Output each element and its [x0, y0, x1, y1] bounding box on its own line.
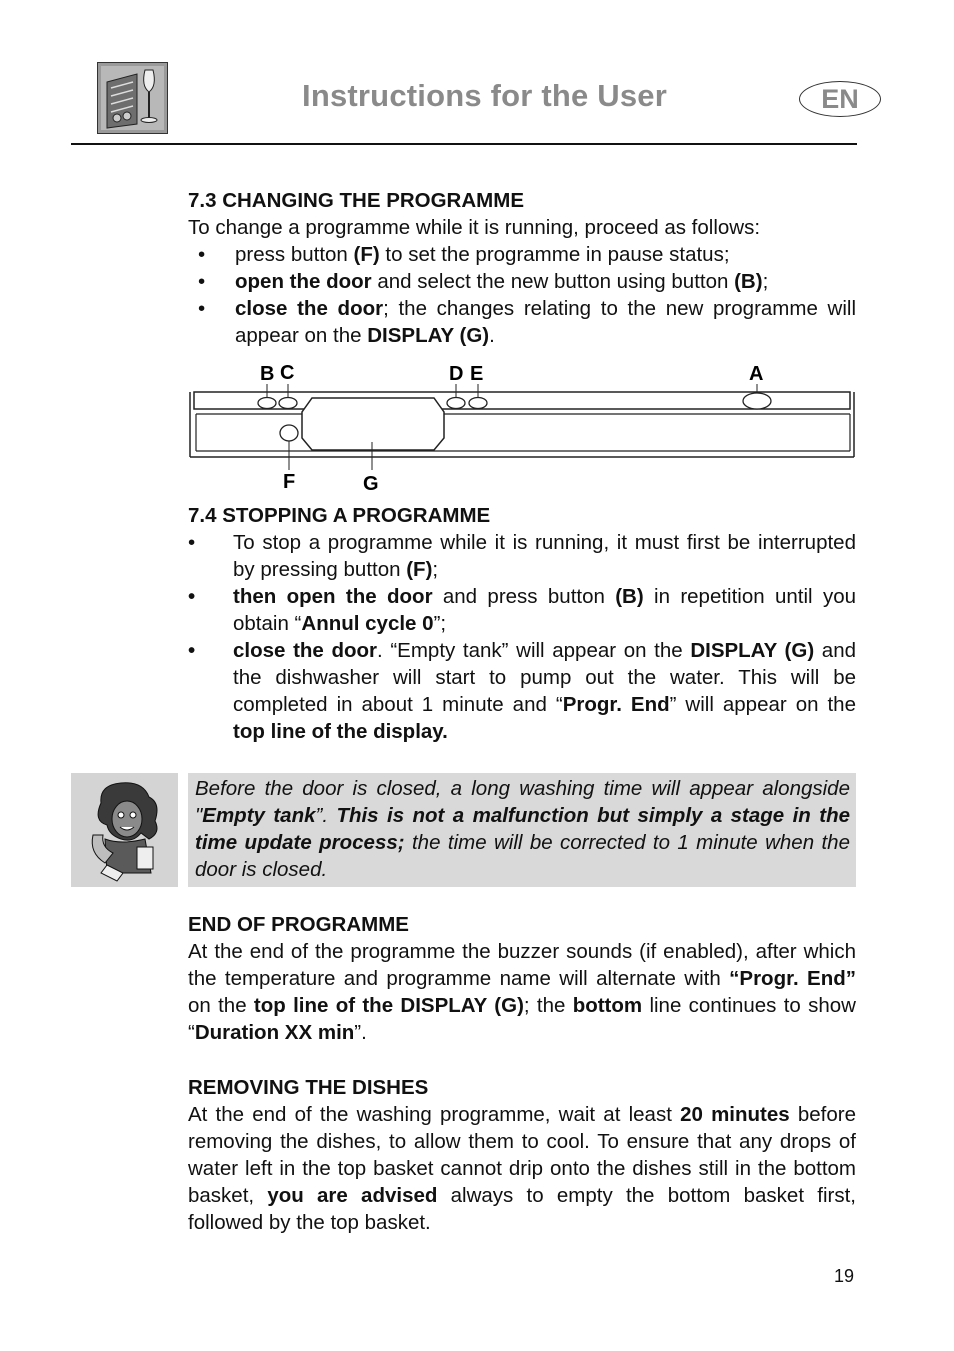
list-item: • close the door; the changes relating to the new programme will appear on the DISPLAY (G). — [188, 295, 856, 349]
button-f — [280, 425, 298, 441]
button-b — [258, 398, 276, 409]
page-title: Instructions for the User — [302, 78, 667, 113]
button-c — [279, 398, 297, 409]
label-e: E — [470, 363, 484, 385]
label-a: A — [749, 363, 764, 385]
list-item: • press button (F) to set the programme in pause status; — [188, 241, 856, 268]
list-item: • To stop a programme while it is running, it must first be interrupted by pressing button (F); — [188, 531, 856, 581]
bullet: • — [198, 297, 206, 320]
bullet: • — [198, 270, 206, 293]
section-body: At the end of the washing programme, wait at least 20 minutes before removing the dishes, to allow them to cool. To ensure that any drops of water left in the top basket cannot drip onto the dishes still in the bottom basket, you are advised always to empty the bottom basket first, followed by the top basket. — [188, 1103, 856, 1234]
dishwasher-logo-icon — [97, 62, 168, 134]
button-e — [469, 398, 487, 409]
bullet: • — [188, 585, 196, 608]
header-divider — [71, 143, 857, 145]
section-end-of-programme — [188, 911, 856, 1046]
list-item: • then open the door and press button (B) in repetition until you obtain “Annul cycle 0”; — [188, 585, 856, 635]
bullet: • — [188, 531, 196, 554]
section-stopping-programme — [188, 502, 856, 745]
button-d — [447, 398, 465, 409]
language-badge: EN — [799, 81, 881, 117]
label-c: C — [280, 362, 295, 384]
bullet: • — [188, 639, 196, 662]
section-heading: 7.3 CHANGING THE PROGRAMME — [188, 189, 524, 212]
cartoon-woman-note-icon — [71, 773, 178, 887]
label-d: D — [449, 363, 464, 385]
list-item: • open the door and select the new button using button (B); — [188, 268, 856, 295]
display-window — [302, 398, 444, 450]
note-box: Before the door is closed, a long washing time will appear alongside "Empty tank”. This is not a malfunction but simply a stage in the time update process; the time will be corrected to 1 minute when the door is closed. — [188, 773, 856, 887]
section-changing-programme — [188, 187, 856, 349]
bullet: • — [198, 243, 206, 266]
control-panel-diagram — [188, 358, 856, 498]
section-heading: REMOVING THE DISHES — [188, 1076, 429, 1099]
label-g: G — [363, 473, 379, 495]
button-a — [743, 393, 771, 409]
list-item: • close the door. “Empty tank” will appear on the DISPLAY (G) and the dishwasher will start to pump out the water. This will be completed in about 1 minute and “Progr. End” will appear on the top line of the display. — [188, 639, 857, 743]
label-b: B — [260, 363, 275, 385]
section-removing-dishes — [188, 1074, 856, 1236]
label-f: F — [283, 471, 296, 493]
section-heading: END OF PROGRAMME — [188, 913, 409, 936]
page-number: 19 — [834, 1266, 855, 1286]
section-body: At the end of the programme the buzzer sounds (if enabled), after which the temperature and programme name will alternate with “Progr. End” on the top line of the DISPLAY (G); the bottom line continues to show “Duration XX min”. — [188, 940, 857, 1044]
section-heading: 7.4 STOPPING A PROGRAMME — [188, 504, 491, 527]
section-intro: To change a programme while it is running, proceed as follows: — [188, 216, 761, 239]
